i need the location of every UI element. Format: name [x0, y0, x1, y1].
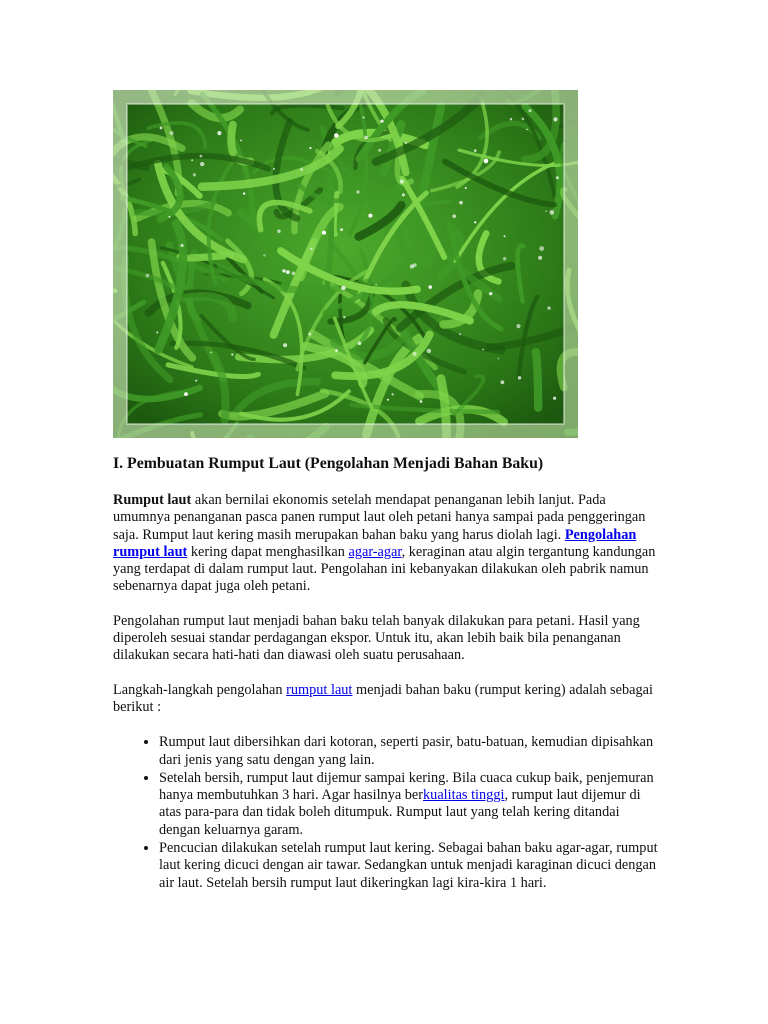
- list-item: [159, 769, 661, 839]
- water-glint: [340, 228, 343, 231]
- water-glint: [191, 159, 193, 161]
- water-glint: [405, 142, 407, 144]
- water-glint: [400, 180, 404, 184]
- water-glint: [322, 231, 326, 235]
- water-glint: [402, 193, 405, 196]
- water-glint: [413, 263, 417, 267]
- lead-term: Rumput laut: [113, 492, 192, 508]
- water-glint: [146, 274, 150, 278]
- water-glint: [482, 349, 484, 351]
- water-glint: [217, 131, 221, 135]
- intro-text-1: akan bernilai ekonomis setelah mendapat penanganan lebih lanjut. Pada umumnya penanganan pasca panen rumput laut oleh petani hanya sampai pada penggeringan saja. Rumput laut kering masih merupakan bahan baku yang harus diolah lagi.: [113, 492, 646, 543]
- water-glint: [518, 376, 521, 379]
- water-glint: [292, 272, 296, 276]
- steps-list: [113, 733, 661, 892]
- water-glint: [184, 392, 188, 396]
- water-glint: [210, 352, 212, 354]
- water-glint: [343, 316, 345, 318]
- link-kualitas-tinggi[interactable]: kualitas tinggi: [423, 787, 505, 804]
- water-glint: [231, 353, 233, 355]
- water-glint: [286, 270, 290, 274]
- water-glint: [364, 136, 368, 140]
- water-glint: [516, 324, 520, 328]
- water-glint: [452, 214, 456, 218]
- link-pengolahan-rumput-laut[interactable]: Pengolahan rumput laut: [113, 526, 637, 560]
- intro-text-2: kering dapat menghasilkan: [187, 543, 349, 560]
- water-glint: [195, 380, 197, 382]
- water-glint: [308, 333, 311, 336]
- water-glint: [358, 342, 362, 346]
- paragraph-steps-intro: [113, 682, 661, 717]
- water-glint: [498, 358, 500, 360]
- steps-intro-text-2: menjadi bahan baku (rumput kering) adalah sebagai berikut :: [113, 681, 653, 715]
- water-glint: [310, 248, 313, 251]
- water-glint: [526, 129, 528, 131]
- seaweed-illustration: [113, 90, 578, 438]
- paragraph-second: Pengolahan rumput laut menjadi bahan baku telah banyak dilakukan para petani. Hasil yang diperoleh sesuai standar perdagangan ekspor. Untuk itu, akan lebih baik bila penanganan dilakukan secara hati-hati dan diawasi oleh suatu perusahaan.: [113, 612, 640, 664]
- water-glint: [375, 284, 377, 286]
- water-glint: [380, 120, 383, 123]
- water-glint: [501, 380, 505, 384]
- water-glint: [169, 131, 173, 135]
- water-glint: [413, 352, 417, 356]
- water-glint: [200, 155, 203, 158]
- water-glint: [504, 235, 506, 237]
- water-glint: [459, 333, 461, 335]
- water-glint: [553, 117, 557, 121]
- water-glint: [427, 349, 431, 353]
- step2-text-2: , rumput laut dijemur di atas para-para dan tidak boleh ditumpuk. Rumput laut yang telah kering ditandai dengan keluarnya garam.: [159, 787, 641, 838]
- article-content: [113, 454, 661, 892]
- seaweed-photo: [113, 90, 578, 438]
- link-rumput-laut[interactable]: rumput laut: [286, 681, 353, 698]
- water-glint: [263, 254, 265, 256]
- water-glint: [240, 140, 242, 142]
- water-glint: [465, 187, 467, 189]
- list-item: • Pencucian dilakukan setelah rumput laut kering. Sebagai bahan baku agar-agar, rumput laut kering dicuci dengan air tawar. Sedangkan untuk menjadi karaginan dicuci dengan air laut. Setelah bersih rumput laut dikeringkan lagi kira-kira 1 hari.: [159, 839, 661, 892]
- intro-text-3: , keraginan atau algin tergantung kandungan yang terdapat di dalam rumput laut. Pengolahan ini kebanyakan dilakukan oleh pabrik namun sebenarnya dapat juga oleh petani.: [113, 543, 656, 595]
- water-glint: [181, 244, 184, 247]
- water-glint: [387, 399, 389, 401]
- water-glint: [550, 210, 555, 215]
- water-glint: [193, 173, 196, 176]
- water-glint: [335, 349, 338, 352]
- section-heading: I. Pembuatan Rumput Laut (Pengolahan Menjadi Bahan Baku): [113, 455, 544, 472]
- water-glint: [553, 397, 556, 400]
- water-glint: [363, 117, 365, 119]
- paragraph-intro: [113, 492, 661, 596]
- water-glint: [392, 393, 394, 395]
- water-glint: [545, 210, 547, 212]
- water-glint: [503, 257, 506, 260]
- water-glint: [273, 168, 275, 170]
- water-glint: [510, 118, 512, 120]
- water-glint: [160, 127, 163, 130]
- seaweed-strand: [536, 352, 538, 408]
- water-glint: [356, 190, 359, 193]
- water-glint: [556, 176, 559, 179]
- step2-text-1: Setelah bersih, rumput laut dijemur sampai kering. Bila cuaca cukup baik, penjemuran hanya membutuhkan 3 hari. Agar hasilnya ber: [159, 769, 654, 804]
- link-agar-agar[interactable]: agar-agar: [348, 543, 402, 560]
- water-glint: [459, 201, 463, 205]
- water-glint: [420, 400, 423, 403]
- water-glint: [428, 285, 432, 289]
- water-glint: [539, 246, 544, 251]
- water-glint: [368, 214, 372, 218]
- water-glint: [548, 307, 551, 310]
- water-glint: [341, 286, 346, 291]
- list-item: • Rumput laut dibersihkan dari kotoran, seperti pasir, batu-batuan, kemudian dipisahkan dari jenis yang satu dengan yang lain.: [159, 733, 661, 769]
- water-glint: [484, 159, 489, 164]
- water-glint: [378, 149, 381, 152]
- water-glint: [529, 109, 532, 112]
- water-glint: [474, 221, 476, 223]
- water-glint: [243, 192, 245, 194]
- water-glint: [200, 162, 204, 166]
- water-glint: [538, 256, 542, 260]
- water-glint: [474, 149, 477, 152]
- steps-intro-text-1: Langkah-langkah pengolahan: [113, 681, 287, 698]
- water-glint: [156, 332, 158, 334]
- water-glint: [168, 216, 170, 218]
- water-glint: [282, 269, 285, 272]
- water-glint: [309, 147, 311, 149]
- water-glint: [334, 133, 339, 138]
- water-glint: [522, 118, 525, 121]
- water-glint: [277, 230, 280, 233]
- seaweed-strand: [180, 255, 231, 258]
- water-glint: [283, 343, 287, 347]
- water-glint: [489, 292, 492, 295]
- water-glint: [300, 168, 303, 171]
